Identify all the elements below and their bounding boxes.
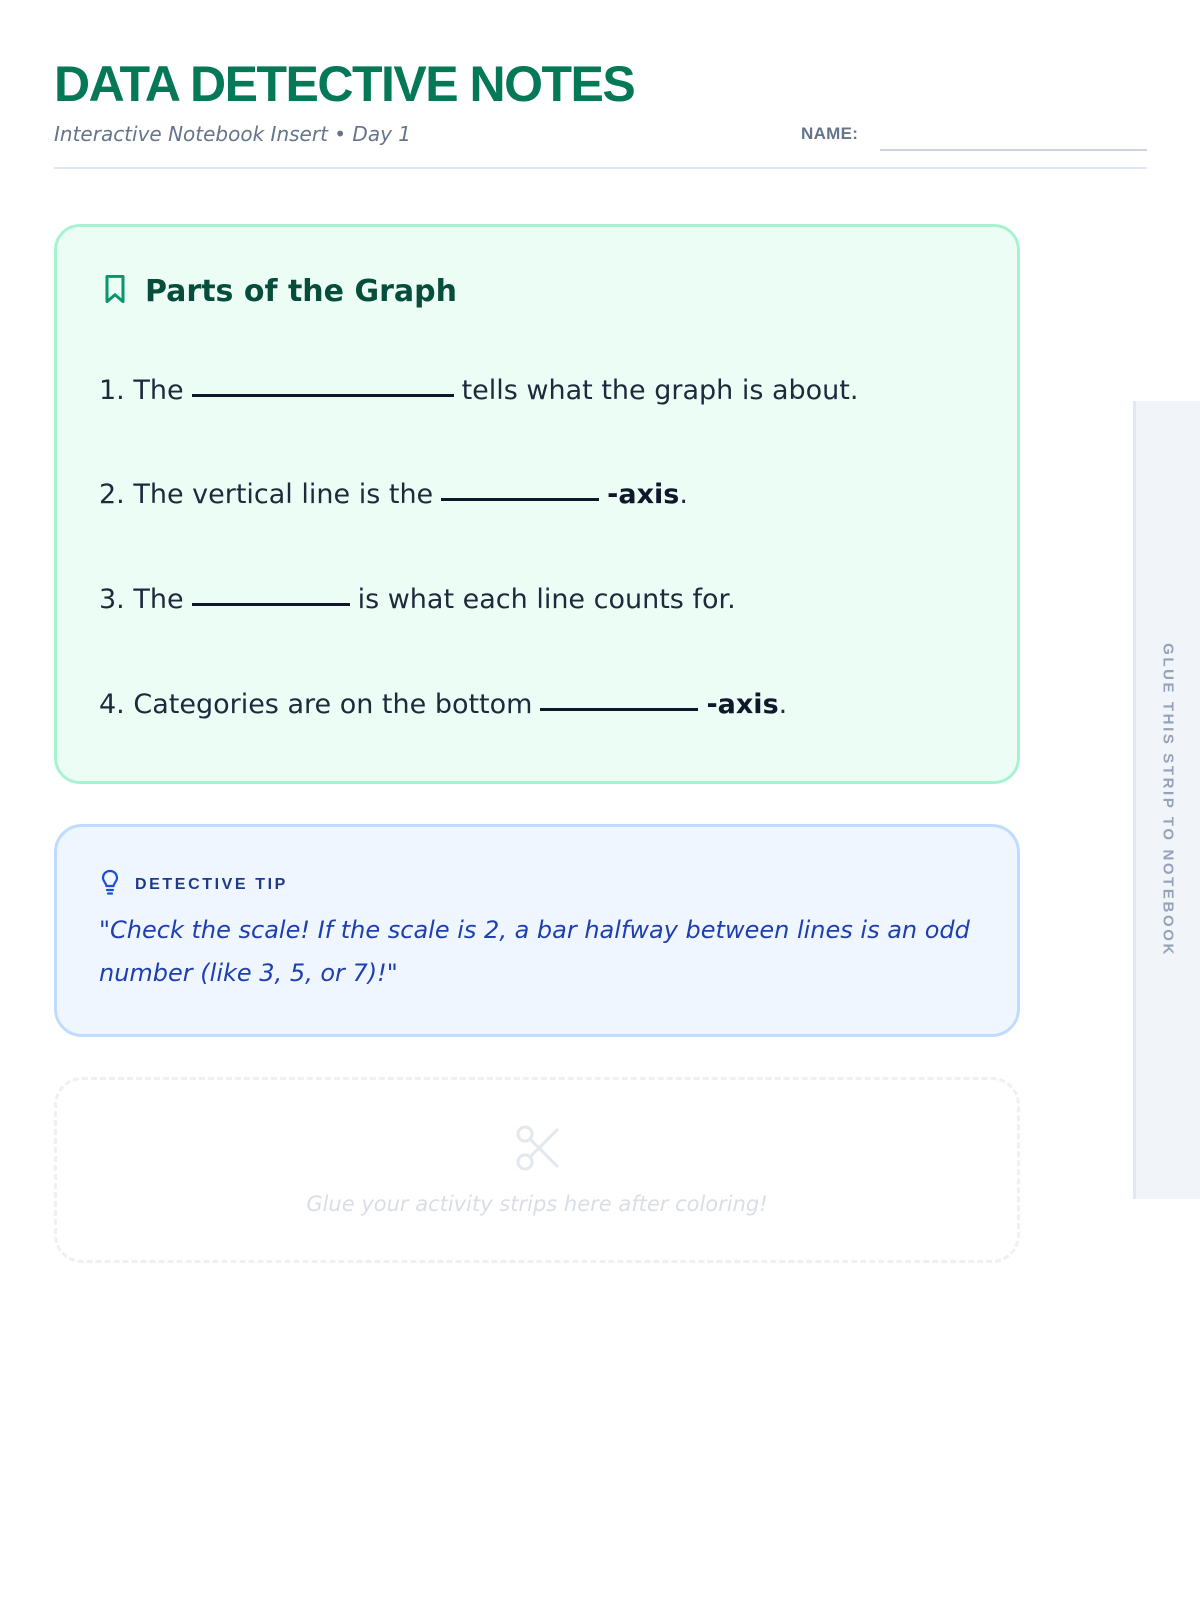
parts-of-graph-card (54, 224, 1020, 784)
answer-blank[interactable] (441, 498, 599, 501)
question-bold-term: -axis (607, 479, 680, 510)
page-subtitle: Interactive Notebook Insert • Day 1 (54, 122, 411, 146)
question-text-before: 4. Categories are on the bottom (99, 689, 533, 720)
glue-instruction: Glue your activity strips here after coloring! (306, 1192, 768, 1216)
question-text-before: 2. The vertical line is the (99, 479, 434, 510)
question-text-before: 3. The (99, 584, 184, 615)
detective-tip-card (54, 824, 1020, 1037)
question-bold-term: -axis (706, 689, 779, 720)
question-text-before: 1. The (99, 375, 184, 406)
tip-label: DETECTIVE TIP (135, 876, 288, 893)
question-text-after: is what each line counts for. (357, 584, 736, 615)
page-title: DATA DETECTIVE NOTES (54, 56, 635, 112)
glue-activity-area (54, 1077, 1020, 1263)
question-text-after: tells what the graph is about. (461, 375, 859, 406)
header-divider (54, 167, 1147, 169)
tip-text: "Check the scale! If the scale is 2, a bar halfway between lines is an odd number (like 3, 5, or 7)!" (99, 916, 970, 987)
scissors-icon (515, 1124, 565, 1174)
bookmark-icon (101, 273, 129, 309)
question-1 (99, 375, 858, 406)
answer-blank[interactable] (192, 394, 454, 397)
question-4 (99, 689, 787, 720)
tip-header (99, 869, 288, 901)
lightbulb-icon (99, 869, 121, 901)
answer-blank[interactable] (192, 603, 350, 606)
question-3 (99, 584, 736, 615)
name-field-line[interactable] (880, 149, 1147, 151)
question-period: . (778, 689, 788, 720)
glue-strip-tab (1133, 401, 1200, 1199)
question-period: . (679, 479, 688, 510)
parts-card-title: Parts of the Graph (145, 273, 457, 309)
name-label: NAME: (801, 124, 859, 143)
parts-card-header (101, 273, 457, 309)
glue-strip-label: GLUE THIS STRIP TO NOTEBOOK (1159, 643, 1177, 957)
answer-blank[interactable] (540, 708, 698, 711)
question-2 (99, 479, 688, 510)
